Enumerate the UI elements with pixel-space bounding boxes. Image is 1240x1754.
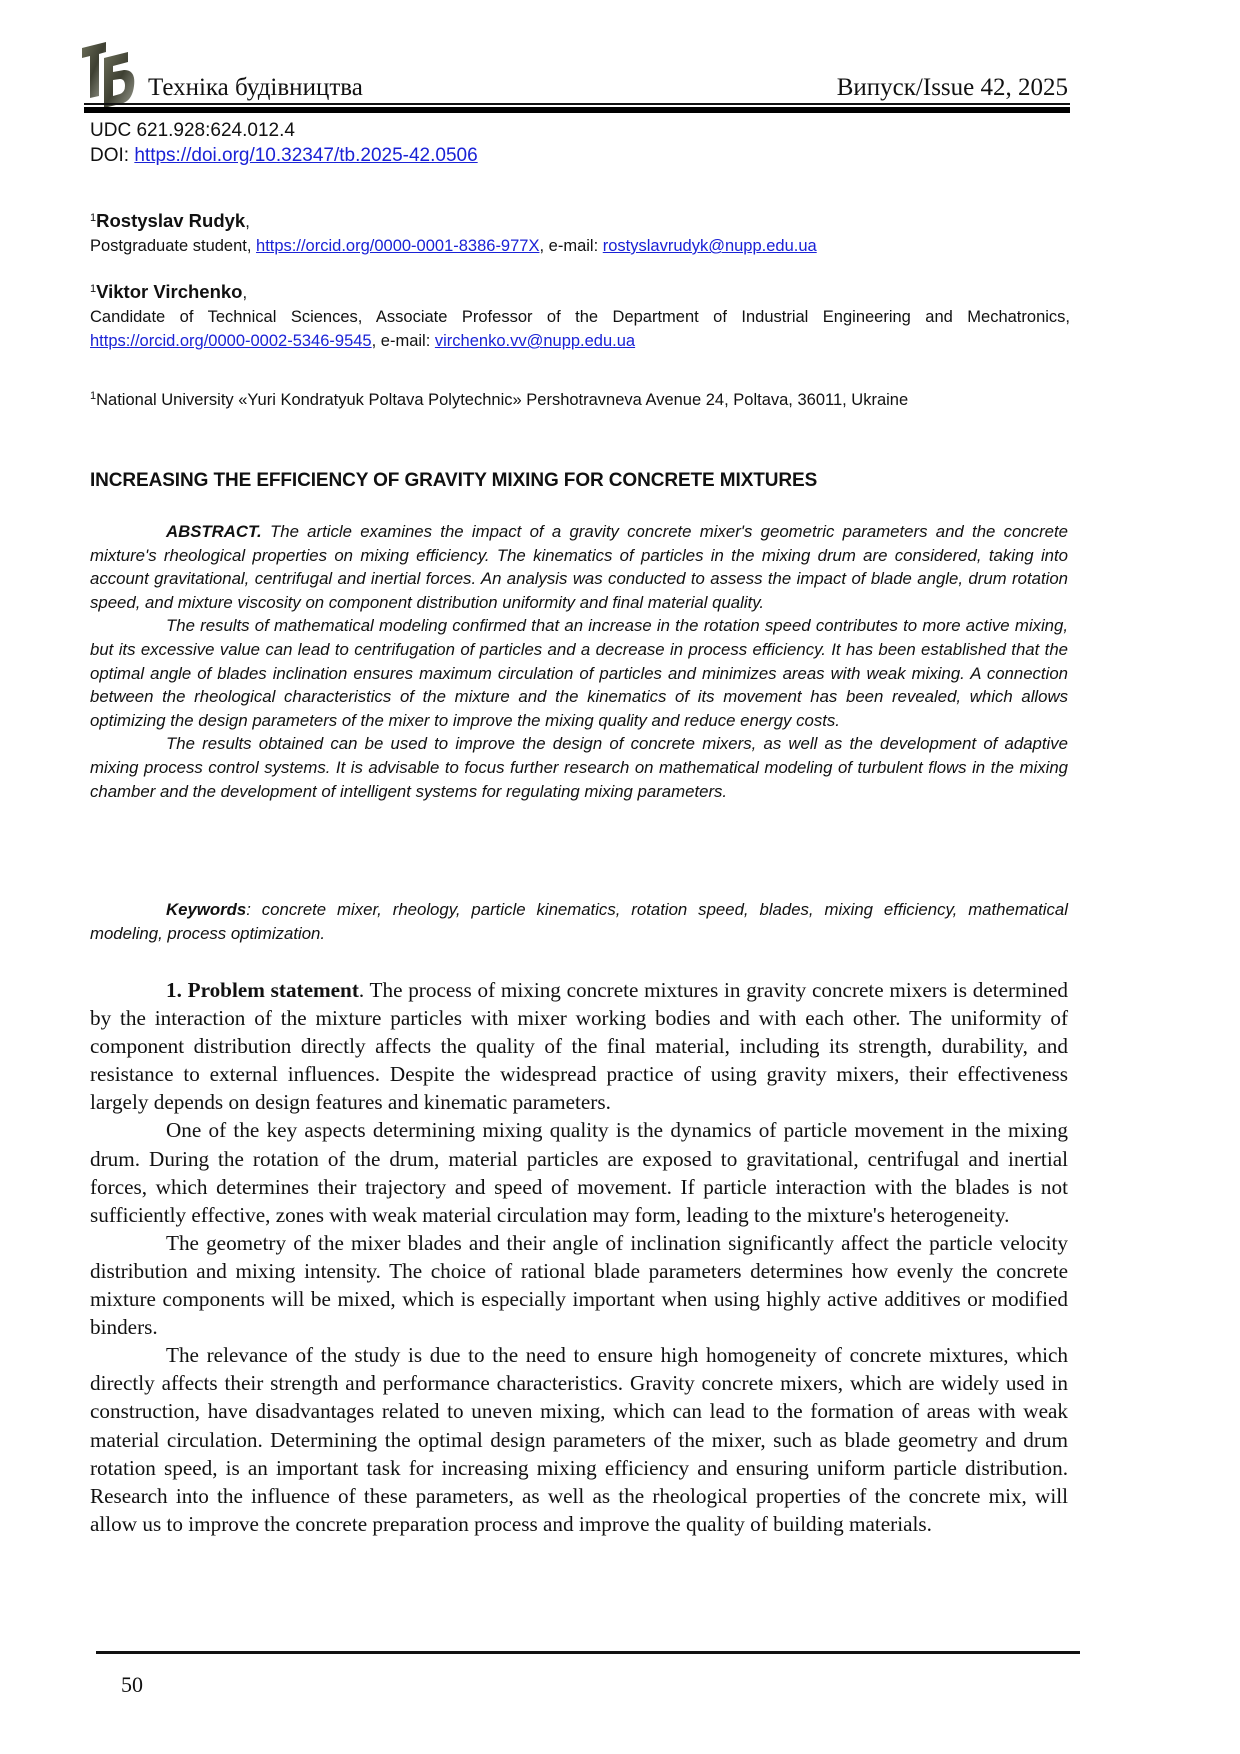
abstract-paragraph: The results of mathematical modeling confirmed that an increase in the rotation speed contributes to more active mixing, but its excessive value can lead to centrifugation of particles and a decrease in process efficiency. It has been established that the optimal angle of blades inclination ensures maximum circulation of particles and minimizes areas with weak mixing. A connection between the rheological characteristics of the mixture and the kinematics of its movement has been revealed, which allows optimizing the design parameters of the mixer to improve the mixing quality and reduce energy costs. bbox=[90, 616, 1068, 730]
doi-line bbox=[90, 143, 478, 168]
author-position: Postgraduate student, bbox=[90, 237, 257, 255]
abstract-label: ABSTRACT. bbox=[166, 522, 262, 541]
page-number: 50 bbox=[121, 1672, 143, 1697]
email-label: , e-mail: bbox=[371, 332, 435, 350]
abstract-paragraph: The results obtained can be used to improve the design of concrete mixers, as well as the development of adaptive mixing process control systems. It is advisable to focus further research on mathematical modeling of turbulent flows in the mixing chamber and the development of intelligent systems for regulating mixing parameters. bbox=[90, 734, 1068, 801]
body-paragraph: One of the key aspects determining mixing quality is the dynamics of particle movement in the mixing drum. During the rotation of the drum, material particles are exposed to gravitational, centrifugal and inertial forces, which determines their trajectory and speed of movement. If particle interaction with the blades is not sufficiently effective, zones with weak material circulation may form, leading to the mixture's heterogeneity. bbox=[90, 1118, 1068, 1227]
affiliation-marker: 1 bbox=[90, 390, 97, 402]
tb-journal-logo-icon bbox=[80, 40, 140, 110]
orcid-link[interactable]: https://orcid.org/0000-0001-8386-977X bbox=[256, 237, 540, 255]
body-paragraph: The geometry of the mixer blades and their angle of inclination significantly affect the particle velocity distribution and mixing intensity. The choice of rational blade parameters determines how evenly the concrete mixture components will be mixed, which is especially important when using highly active additives or modified binders. bbox=[90, 1230, 1068, 1340]
author-comma: , bbox=[242, 284, 248, 302]
affiliation bbox=[90, 384, 1070, 412]
paragraph-text: . The process of mixing concrete mixtures in gravity concrete mixers is determined by the interaction of the mixture particles with mixer working bodies and with each other. The uniformity of component distribution directly affects the quality of the final material, including its strength, durability, and resistance to external influences. Despite the widespread practice of using gravity mixers, their effectiveness largely depends on design features and kinematic parameters. bbox=[90, 978, 1069, 1115]
doi-label: DOI: bbox=[90, 145, 135, 166]
abstract bbox=[90, 520, 1068, 803]
udc-code: UDC 621.928:624.012.4 bbox=[90, 120, 295, 141]
keywords bbox=[90, 898, 1068, 945]
orcid-link[interactable]: https://orcid.org/0000-0002-5346-9545 bbox=[90, 332, 372, 350]
email-link[interactable]: rostyslavrudyk@nupp.edu.ua bbox=[602, 237, 817, 255]
abstract-text: The article examines the impact of a gravity concrete mixer's geometric parameters and the concrete mixture's rheological properties on mixing efficiency. The kinematics of particles in the mixing drum are considered, taking into account gravitational, centrifugal and inertial forces. An analysis was conducted to assess the impact of blade angle, drum rotation speed, and mixture viscosity on component distribution uniformity and final material quality. bbox=[90, 522, 1068, 612]
journal-title: Техніка будівництва bbox=[148, 74, 363, 101]
author-block-2 bbox=[90, 277, 1070, 353]
author-block-1 bbox=[90, 206, 1070, 258]
header-rule-thick bbox=[84, 107, 1070, 113]
doi-link[interactable]: https://doi.org/10.32347/tb.2025-42.0506 bbox=[134, 145, 478, 166]
email-link[interactable]: virchenko.vv@nupp.edu.ua bbox=[434, 332, 636, 350]
author-position: Candidate of Technical Sciences, Associate Professor of the Department of Industrial Engineering and Mechatronics, bbox=[90, 308, 1070, 326]
keywords-text: : concrete mixer, rheology, particle kinematics, rotation speed, blades, mixing efficiency, mathematical modeling, process optimization. bbox=[90, 900, 1068, 943]
article-meta bbox=[90, 118, 478, 168]
affiliation-marker: 1 bbox=[90, 283, 97, 295]
author-name: Rostyslav Rudyk bbox=[96, 210, 246, 231]
issue-label: Випуск/Issue 42, 2025 bbox=[836, 74, 1068, 101]
footer-rule bbox=[96, 1651, 1080, 1654]
body-paragraph bbox=[90, 976, 1068, 1116]
author-comma: , bbox=[245, 213, 250, 231]
abstract-paragraph bbox=[90, 520, 1068, 614]
affiliation-text: National University «Yuri Kondratyuk Poltava Polytechnic» Pershotravneva Avenue 24, Poltava, 36011, Ukraine bbox=[96, 391, 909, 409]
author-name: Viktor Virchenko bbox=[96, 281, 243, 302]
article-title: INCREASING THE EFFICIENCY OF GRAVITY MIXING FOR CONCRETE MIXTURES bbox=[90, 470, 818, 491]
email-label: , e-mail: bbox=[539, 237, 603, 255]
body-text bbox=[90, 976, 1068, 1538]
keywords-label: Keywords bbox=[166, 900, 247, 919]
section-heading: 1. Problem statement bbox=[166, 978, 359, 1002]
affiliation-marker: 1 bbox=[90, 212, 97, 224]
header-rule-thin bbox=[84, 103, 1070, 105]
body-paragraph: The relevance of the study is due to the need to ensure high homogeneity of concrete mixtures, which directly affects their strength and performance characteristics. Gravity concrete mixers, which are widely used in construction, have disadvantages related to uneven mixing, which can lead to the formation of areas with weak material circulation. Determining the optimal design parameters of the mixer, such as blade geometry and drum rotation speed, is an important task for increasing mixing efficiency and ensuring uniform particle distribution. Research into the influence of these parameters, as well as the rheological properties of the concrete mix, will allow us to improve the concrete preparation process and improve the quality of building materials. bbox=[90, 1343, 1068, 1536]
